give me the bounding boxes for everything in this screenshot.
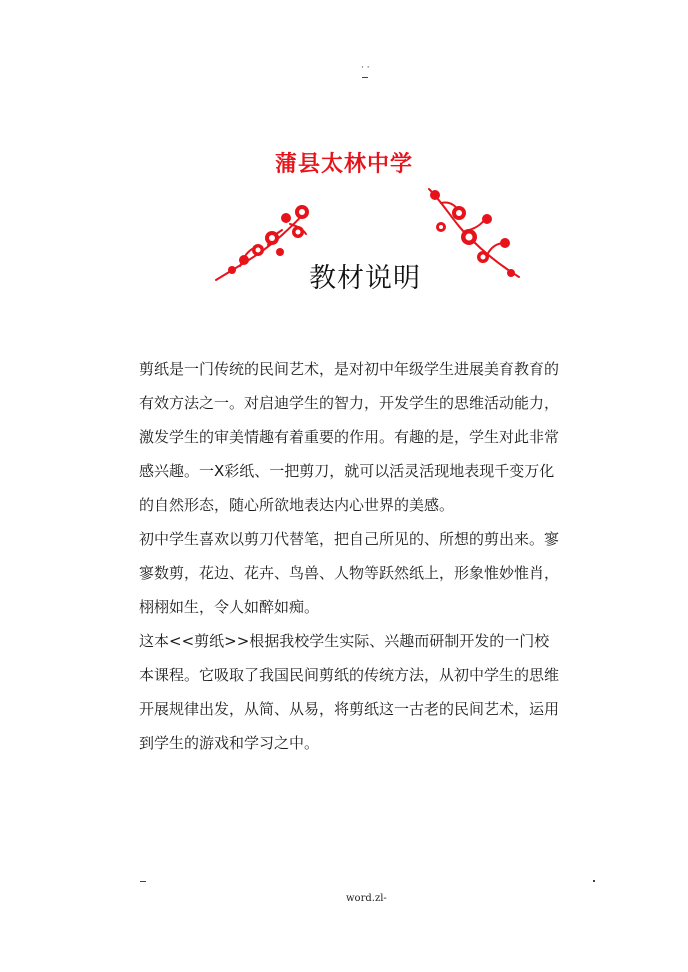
body-line: 感兴趣。一X彩纸、一把剪刀，就可以活灵活现地表现千变万化 <box>139 462 555 480</box>
footer-dot <box>593 880 595 882</box>
school-name: 蒲县太林中学 <box>274 152 413 177</box>
plum-blossom-right <box>425 185 525 285</box>
body-line: 激发学生的审美情趣有着重要的作用。有趣的是，学生对此非常 <box>139 428 560 446</box>
plum-blossom-left <box>210 200 315 285</box>
body-line: 这本<<剪纸>>根据我校学生实际、兴趣而研制开发的一门校 <box>139 632 550 650</box>
body-line: 剪纸是一门传统的民间艺术，是对初中年级学生进展美育教育的 <box>139 360 560 378</box>
body-line: 开展规律出发，从简、从易，将剪纸这一古老的民间艺术，运用 <box>139 700 560 718</box>
body-line: 的自然形态，随心所欲地表达内心世界的美感。 <box>139 496 455 514</box>
body-line: 寥数剪，花边、花卉、鸟兽、人物等跃然纸上，形象惟妙惟肖， <box>139 564 560 582</box>
body-text <box>139 352 609 760</box>
body-line: 到学生的游戏和学习之中。 <box>139 734 320 752</box>
footer-text: word.zl- <box>346 893 387 904</box>
header-dots: · · <box>361 63 370 73</box>
document-title: 教材说明 <box>309 263 421 294</box>
body-line: 初中学生喜欢以剪刀代替笔，把自己所见的、所想的剪出来。寥 <box>139 530 560 548</box>
body-line: 本课程。它吸取了我国民间剪纸的传统方法，从初中学生的思维 <box>139 666 560 684</box>
footer-line <box>140 881 146 882</box>
body-line: 栩栩如生，令人如醉如痴。 <box>139 598 320 616</box>
header-line <box>362 77 368 78</box>
body-line: 有效方法之一。对启迪学生的智力，开发学生的思维活动能力， <box>139 394 560 412</box>
